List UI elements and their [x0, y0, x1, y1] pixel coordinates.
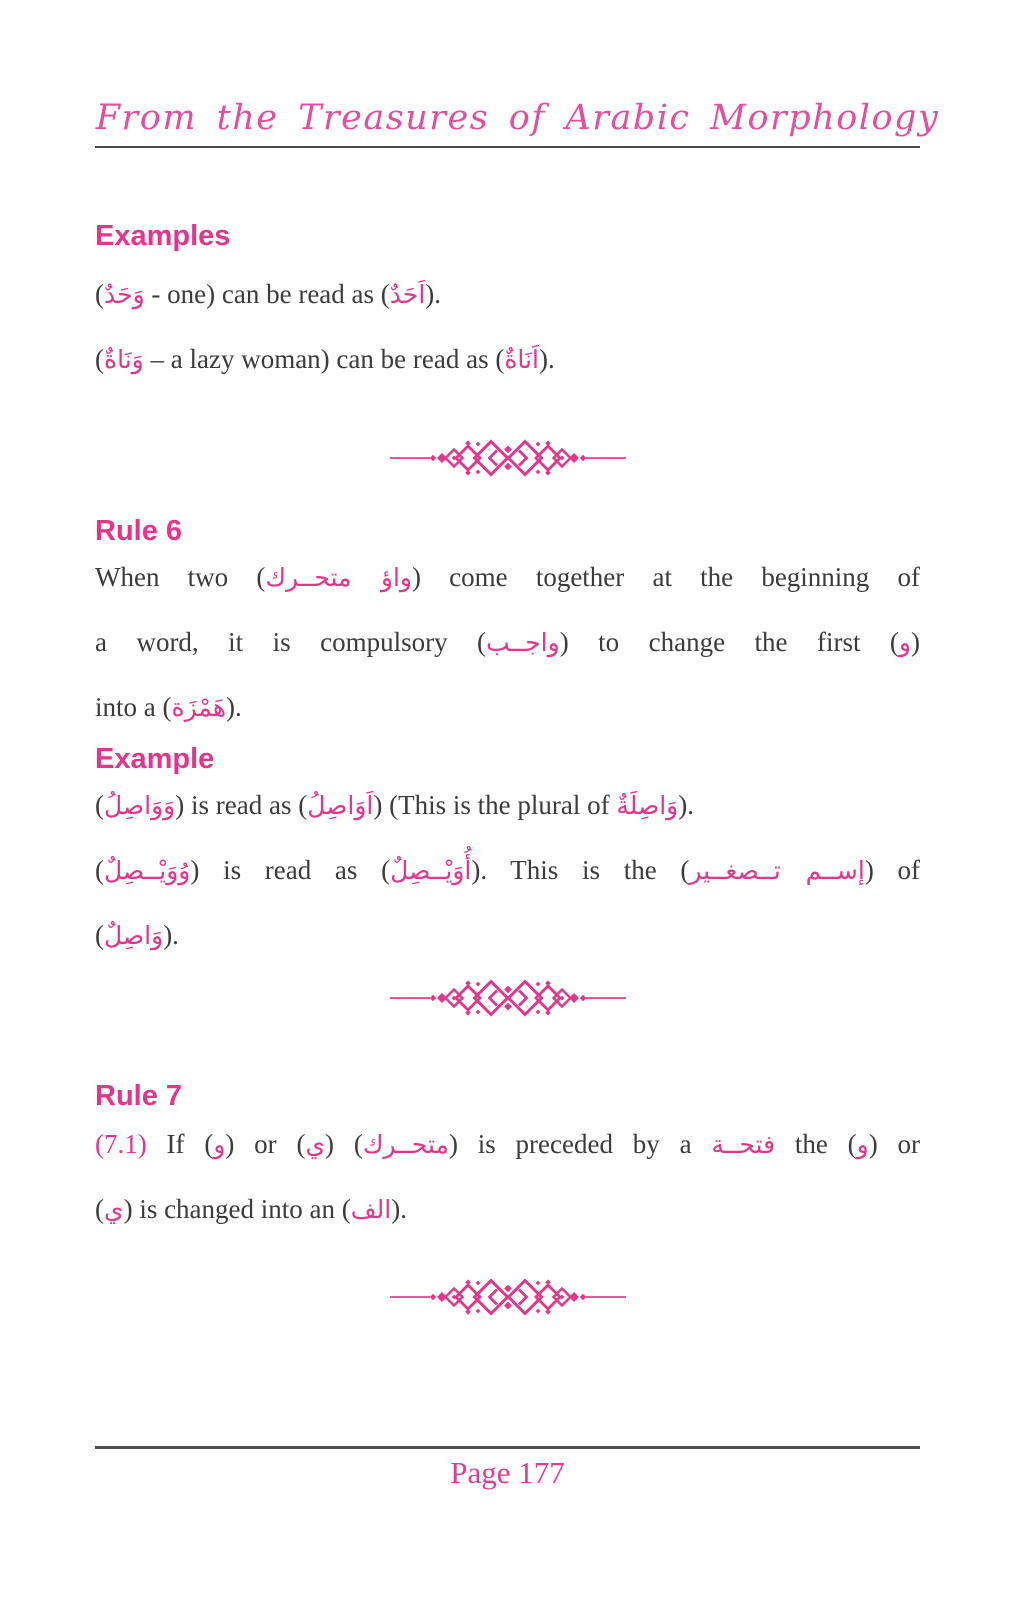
- rule6-example-line-2: [95, 838, 920, 903]
- english-text: (: [95, 344, 104, 374]
- english-text: (: [95, 1194, 104, 1224]
- arabic-text: الف: [350, 1195, 392, 1224]
- examples-line-2: [95, 327, 920, 392]
- english-text: ).: [678, 790, 694, 820]
- english-text: - one) can be read as (: [144, 279, 390, 309]
- english-text: ): [911, 627, 920, 657]
- ornament-divider-icon: [388, 436, 628, 480]
- header-rule: [95, 146, 920, 148]
- english-text: ) (This is the plural of: [373, 790, 617, 820]
- ornament-divider-icon: [388, 976, 628, 1020]
- english-text: a word, it is compulsory (: [95, 627, 487, 657]
- english-text: – a lazy woman) can be read as (: [143, 344, 505, 374]
- ornament-divider-icon: [388, 1275, 628, 1319]
- ornament-divider: [95, 1275, 920, 1319]
- english-text: ) or: [868, 1129, 920, 1159]
- english-text: ) to change the first (: [559, 627, 899, 657]
- arabic-text: متحــرك: [362, 1130, 449, 1159]
- english-text: ) or (: [225, 1129, 306, 1159]
- english-text: If (: [146, 1129, 214, 1159]
- examples-line-1: [95, 262, 920, 327]
- examples-heading: Examples: [95, 220, 231, 252]
- english-text: ).: [163, 920, 179, 950]
- english-text: ).: [226, 692, 242, 722]
- english-text: (: [95, 790, 104, 820]
- english-text: ) is preceded by a: [448, 1129, 712, 1159]
- arabic-text: واجــب: [486, 628, 560, 657]
- arabic-text: وَاصِلَةٌ: [616, 791, 679, 820]
- english-text: (: [95, 279, 104, 309]
- arabic-text: وَنَاةٌ: [104, 345, 144, 374]
- rule7-heading: Rule 7: [95, 1080, 183, 1112]
- arabic-text: إســم تــصغــير: [689, 856, 865, 885]
- arabic-text: فتحــة: [711, 1130, 776, 1159]
- english-text: ).: [538, 344, 555, 374]
- arabic-text: وَوَاصِلُ: [104, 791, 176, 820]
- english-text: ) is read as (: [190, 855, 391, 885]
- arabic-text: أُوَيْــصِلٌ: [390, 856, 472, 885]
- rule7-line-1: [95, 1112, 920, 1177]
- book-header-title: From the Treasures of Arabic Morphology: [95, 98, 940, 138]
- arabic-text: واؤ متحــرك: [265, 563, 412, 592]
- english-text: the (: [775, 1129, 857, 1159]
- english-text: into a (: [95, 692, 172, 722]
- ornament-divider: [95, 436, 920, 480]
- english-text: ) of: [864, 855, 920, 885]
- rule6-line-3: [95, 675, 920, 740]
- arabic-text: و: [213, 1130, 226, 1159]
- english-text: ).: [391, 1194, 407, 1224]
- rule6-example-line-1: [95, 773, 920, 838]
- english-text: (7.1): [95, 1129, 147, 1159]
- rule6-heading: Rule 6: [95, 515, 183, 547]
- rule6-example-line-3: [95, 903, 920, 968]
- footer-rule: [95, 1446, 920, 1449]
- arabic-text: هَمْزَة: [171, 693, 227, 722]
- arabic-text: و: [898, 628, 911, 657]
- arabic-text: وُوَيْــصِلٌ: [104, 856, 191, 885]
- english-text: ). This is the (: [471, 855, 690, 885]
- arabic-text: وَاصِلٌ: [104, 921, 164, 950]
- arabic-text: اَنَاةٌ: [504, 345, 539, 374]
- english-text: ) is read as (: [175, 790, 308, 820]
- english-text: (: [95, 855, 104, 885]
- ornament-divider: [95, 976, 920, 1020]
- arabic-text: و: [856, 1130, 869, 1159]
- english-text: When two (: [95, 562, 266, 592]
- arabic-text: ي: [104, 1195, 124, 1224]
- arabic-text: اَوَاصِلُ: [307, 791, 374, 820]
- english-text: ) (: [325, 1129, 363, 1159]
- page-number-label: Page 177: [450, 1455, 565, 1490]
- rule7-line-2: [95, 1177, 920, 1242]
- arabic-text: ي: [305, 1130, 326, 1159]
- page-footer: [95, 1446, 920, 1491]
- rule6-line-1: [95, 545, 920, 610]
- arabic-text: وَحَدٌ: [104, 280, 145, 309]
- english-text: ) come together at the beginning of: [411, 562, 920, 592]
- english-text: (: [95, 920, 104, 950]
- rule6-example-heading: Example: [95, 743, 215, 775]
- rule6-line-2: [95, 610, 920, 675]
- english-text: ) is changed into an (: [123, 1194, 351, 1224]
- english-text: ).: [425, 279, 442, 309]
- page-content: [0, 218, 1035, 1319]
- arabic-text: اَحَدٌ: [389, 280, 426, 309]
